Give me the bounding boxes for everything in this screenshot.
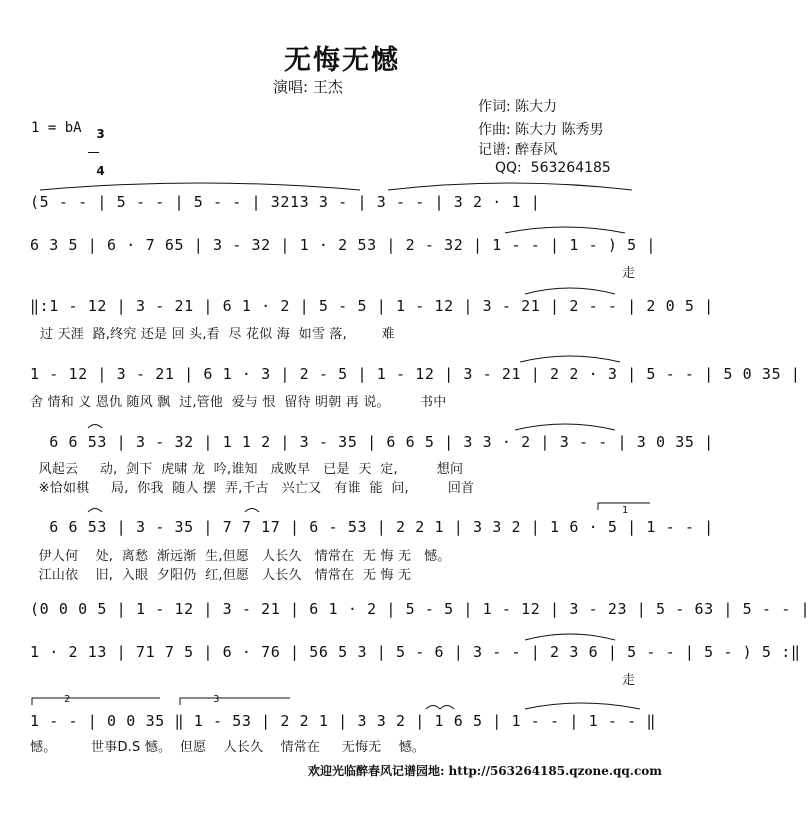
score-line-4-lyric: 舍 情和 义 恩仇 随风 飘 过,管他 爱与 恨 留待 明朝 再 说。 书中 <box>30 395 447 410</box>
transcriber-credit: 记谱: 醉春风 <box>478 142 558 158</box>
tie-arc <box>505 227 625 233</box>
tie-arc <box>525 634 615 640</box>
score-line-8-notes: 1 · 2 13 | 71 7 5 | 6 · 76 | 56 5 3 | 5 - 6 | 3 - - | 2 3 6 | 5 - - | 5 - ) 5 :‖ <box>30 643 801 661</box>
score-line-6-lyric-verse2: 江山依 旧, 入眼 夕阳仍 红,但愿 人长久 情常在 无 悔 无 <box>30 568 412 583</box>
score-line-1-notes: (5 - - | 5 - - | 5 - - | 3213 3 - | 3 - - | 3 2 · 1 | <box>30 193 541 211</box>
score-line-2-notes: 6 3 5 | 6 · 7 65 | 3 - 32 | 1 · 2 53 | 2 - 32 | 1 - - | 1 - ) 5 | <box>30 236 656 254</box>
score-line-9-lyric: 憾。 世事D.S 憾。 但愿 人长久 情常在 无悔无 憾。 <box>30 740 426 755</box>
volta-1-label: 1 <box>622 505 629 516</box>
volta-bracket-3 <box>180 698 290 705</box>
volta-bracket-2 <box>32 698 160 705</box>
key-signature: 1 = bA <box>31 120 82 136</box>
tie-arc <box>525 703 640 709</box>
time-signature-top: 3 <box>96 127 105 141</box>
footer-website: 欢迎光临醉春风记谱园地: http://563264185.qzone.qq.com <box>307 764 662 778</box>
volta-3-label: 3 <box>213 694 220 705</box>
singer-credit: 演唱: 王杰 <box>273 78 343 96</box>
time-signature-bottom: 4 <box>96 164 105 178</box>
score-line-3-notes: ‖:1 - 12 | 3 - 21 | 6 1 · 2 | 5 - 5 | 1 - 12 | 3 - 21 | 2 - - | 2 0 5 | <box>30 297 714 315</box>
score-line-3-lyric: 过 天涯 路,终究 还是 回 头,看 尽 花似 海 如雪 落, 难 <box>40 327 395 342</box>
slur-arc <box>245 509 259 513</box>
score-line-7-notes: (0 0 0 5 | 1 - 12 | 3 - 21 | 6 1 · 2 | 5 - 5 | 1 - 12 | 3 - 23 | 5 - 63 | 5 - - | <box>30 600 810 618</box>
volta-bracket-1 <box>598 503 650 510</box>
song-title: 无悔无憾 <box>284 45 400 76</box>
slur-arc <box>88 509 102 513</box>
score-line-6-notes: 6 6 53 | 3 - 35 | 7 7 17 | 6 - 53 | 2 2 1 | 3 3 2 | 1 6 · 5 | 1 - - | <box>30 518 714 536</box>
composer-credit: 作曲: 陈大力 陈秀男 <box>478 122 604 138</box>
tie-arc <box>388 183 632 190</box>
score-line-5-lyric-verse2: ※恰如棋 局, 你我 随人 摆 弄,千古 兴亡又 有谁 能 问, 回首 <box>30 481 475 496</box>
qq-contact: QQ: 563264185 <box>495 160 611 176</box>
volta-2-label: 2 <box>64 694 71 705</box>
lyricist-credit: 作词: 陈大力 <box>478 99 558 115</box>
slur-arc <box>440 706 454 710</box>
score-line-5-lyric-verse1: 风起云 动, 剑下 虎啸 龙 吟,谁知 成败早 已是 天 定, 想问 <box>30 462 464 477</box>
score-line-9-notes: 1 - - | 0 0 35 ‖ 1 - 53 | 2 2 1 | 3 3 2 | 1 6 5 | 1 - - | 1 - - ‖ <box>30 712 656 730</box>
score-line-2-lyric: 走 <box>622 266 636 281</box>
tie-arc <box>525 288 615 294</box>
tie-arc <box>520 356 620 362</box>
tie-arc <box>515 424 615 430</box>
tie-arc <box>40 183 360 190</box>
score-line-6-lyric-verse1: 伊人何 处, 离愁 渐远渐 生,但愿 人长久 情常在 无 悔 无 憾。 <box>30 549 451 564</box>
slur-arc <box>88 425 102 429</box>
score-line-5-notes: 6 6 53 | 3 - 32 | 1 1 2 | 3 - 35 | 6 6 5 | 3 3 · 2 | 3 - - | 3 0 35 | <box>30 433 714 451</box>
score-line-4-notes: 1 - 12 | 3 - 21 | 6 1 · 3 | 2 - 5 | 1 - 12 | 3 - 21 | 2 2 · 3 | 5 - - | 5 0 35 | <box>30 365 801 383</box>
slur-arc <box>426 706 440 710</box>
score-line-8-lyric: 走 <box>622 673 636 688</box>
